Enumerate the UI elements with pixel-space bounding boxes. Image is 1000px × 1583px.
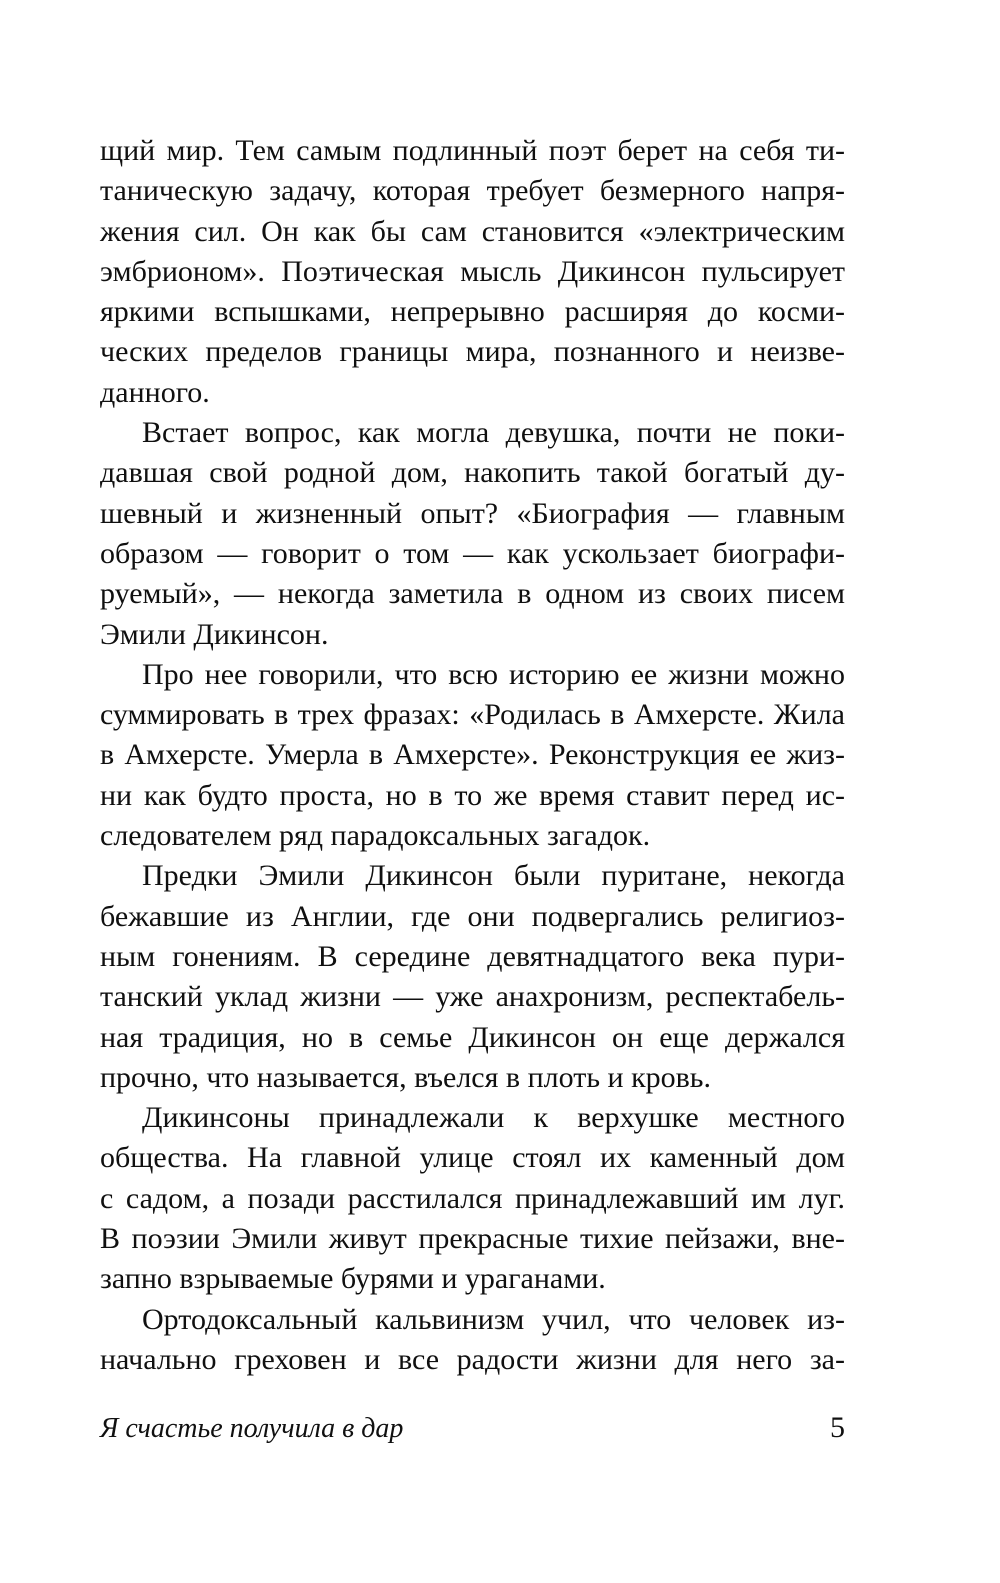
text-line: ни как будто проста, но в то же время ставит перед ис-	[100, 778, 845, 812]
text-line: бежавшие из Англии, где они подвергались религиоз-	[100, 899, 845, 933]
text-line: яркими вспышками, непрерывно расширяя до косми-	[100, 295, 845, 329]
running-title: Я счастье получила в дар	[100, 1413, 404, 1444]
page-text	[100, 131, 845, 1380]
text-line: шевный и жизненный опыт? «Биография — главным	[100, 496, 845, 530]
text-line: Ортодоксальный кальвинизм учил, что человек из-	[142, 1302, 845, 1336]
text-line: общества. На главной улице стоял их каменный дом	[100, 1141, 845, 1175]
text-line: в Амхерсте. Умерла в Амхерсте». Реконструкция ее жиз-	[100, 738, 845, 772]
text-line: следователем ряд парадоксальных загадок.	[100, 819, 651, 853]
text-line: Про нее говорили, что всю историю ее жизни можно	[142, 657, 845, 691]
text-line: таническую задачу, которая требует безмерного напря-	[100, 174, 845, 208]
text-line: эмбрионом». Поэтическая мысль Дикинсон пульсирует	[100, 254, 845, 288]
text-line: Дикинсоны принадлежали к верхушке местного	[142, 1101, 845, 1135]
text-line: ным гонениям. В середине девятнадцатого века пури-	[100, 939, 845, 973]
text-line: руемый», — некогда заметила в одном из своих писем	[100, 577, 845, 611]
page-footer	[100, 1408, 845, 1449]
text-line: давшая свой родной дом, накопить такой богатый ду-	[100, 456, 845, 490]
text-line: данного.	[100, 375, 210, 409]
text-line: Встает вопрос, как могла девушка, почти не поки-	[142, 416, 845, 450]
text-line: прочно, что называется, въелся в плоть и кровь.	[100, 1060, 711, 1094]
text-line: ческих пределов границы мира, познанного и неизве-	[100, 335, 845, 369]
text-line: образом — говорит о том — как ускользает биографи-	[100, 536, 845, 570]
text-line: Эмили Дикинсон.	[100, 617, 329, 651]
text-line: суммировать в трех фразах: «Родилась в Амхерсте. Жила	[100, 698, 845, 732]
text-line: щий мир. Тем самым подлинный поэт берет на себя ти-	[100, 134, 845, 167]
text-line: ная традиция, но в семье Дикинсон он еще держался	[100, 1020, 845, 1054]
text-line: В поэзии Эмили живут прекрасные тихие пейзажи, вне-	[100, 1222, 845, 1256]
text-line: танский уклад жизни — уже анахронизм, респектабель-	[100, 980, 845, 1014]
text-line: Предки Эмили Дикинсон были пуритане, некогда	[142, 859, 845, 893]
text-line: жения сил. Он как бы сам становится «электрическим	[100, 214, 845, 248]
page-number: 5	[830, 1411, 845, 1444]
text-line: запно взрываемые бурями и ураганами.	[100, 1262, 606, 1296]
text-line: с садом, а позади расстилался принадлежавший им луг.	[100, 1181, 845, 1215]
text-line: начально греховен и все радости жизни для него за-	[100, 1342, 845, 1376]
